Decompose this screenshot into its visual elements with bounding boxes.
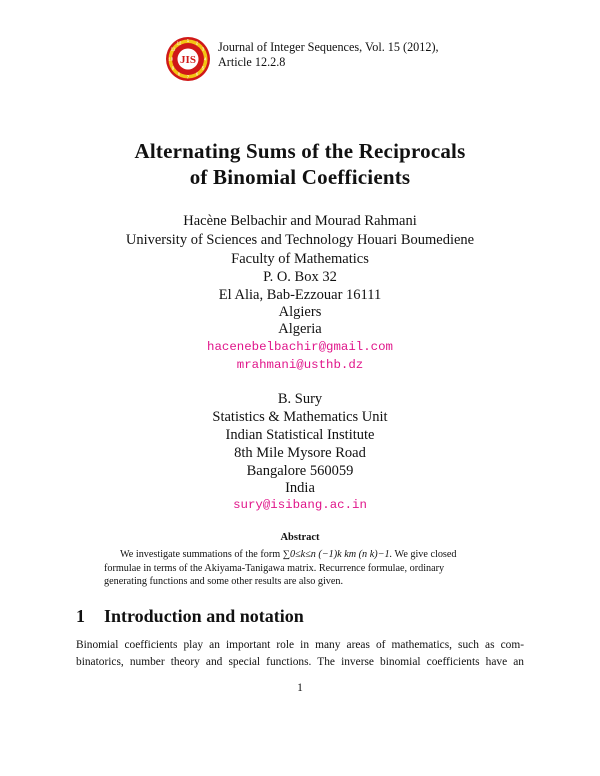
abstract-heading: Abstract [280,532,320,543]
section-heading [76,606,304,627]
email-link[interactable]: mrahmani@usthb.dz [236,358,364,372]
logo-ring-number: 12 [176,40,182,46]
affiliation-line: El Alia, Bab-Ezzouar 16111 [218,287,382,303]
affiliation-line: Indian Statistical Institute [225,427,375,443]
affiliation-line: University of Sciences and Technology Houari Boumediene [125,232,475,248]
logo-ring-number: 11 [170,46,176,52]
affiliation-line: P. O. Box 32 [263,269,337,285]
body-text-line: Binomial coefficients play an important role in many areas of mathematics, such as com- [76,639,524,651]
section-number: 1 [76,606,85,626]
email-link[interactable]: sury@isibang.ac.in [233,498,367,512]
abstract-line-1 [120,548,457,561]
author-names: Hacène Belbachir and Mourad Rahmani [183,213,417,229]
logo-ring-number: 6 [195,71,199,77]
journal-citation-line-2: Article 12.2.8 [218,55,286,69]
section-title: Introduction and notation [104,606,304,626]
paper-title-line-2: of Binomial Coefficients [189,165,411,189]
logo-ring-number: 3 [201,46,205,52]
abstract-line-3: generating functions and some other results are also given. [104,576,344,587]
abstract-text: We give closed [394,549,457,560]
body-text-line: binatorics, number theory and special functions. The inverse binomial coefficients have an [76,656,524,668]
logo-ring-number: 2 [195,40,199,46]
email-link[interactable]: hacenebelbachir@gmail.com [207,340,393,354]
affiliation-line: Statistics & Mathematics Unit [212,409,388,425]
journal-citation-line-1: Journal of Integer Sequences, Vol. 15 (2012), [218,40,439,54]
logo-ring-number: 10 [168,56,174,62]
logo-ring-number: 1 [186,38,190,44]
logo-text: JIS [180,54,196,66]
page-number: 1 [297,682,303,694]
affiliation-line: India [285,480,315,496]
abstract-line-2: formulae in terms of the Akiyama-Tanigawa matrix. Recurrence formulae, ordinary [104,563,445,574]
abstract-text: We investigate summations of the form [120,549,281,560]
logo-ring-number: 8 [177,71,181,77]
affiliation-line: 8th Mile Mysore Road [234,445,366,461]
logo-ring-number: 7 [186,74,190,80]
affiliation-line: Faculty of Mathematics [231,251,369,267]
affiliation-line: Bangalore 560059 [246,463,354,479]
logo-ring-number: 9 [171,65,175,71]
summation-formula: ∑0≤k≤n (−1)k km (n k)−1. [282,549,393,560]
journal-logo [165,36,211,82]
affiliation-line: Algiers [278,304,322,320]
author-name-2: B. Sury [277,391,323,407]
logo-ring-number: 5 [201,65,205,71]
logo-ring-number: 4 [204,56,207,62]
paper-title-line-1: Alternating Sums of the Reciprocals [134,139,466,163]
affiliation-line: Algeria [278,321,322,337]
